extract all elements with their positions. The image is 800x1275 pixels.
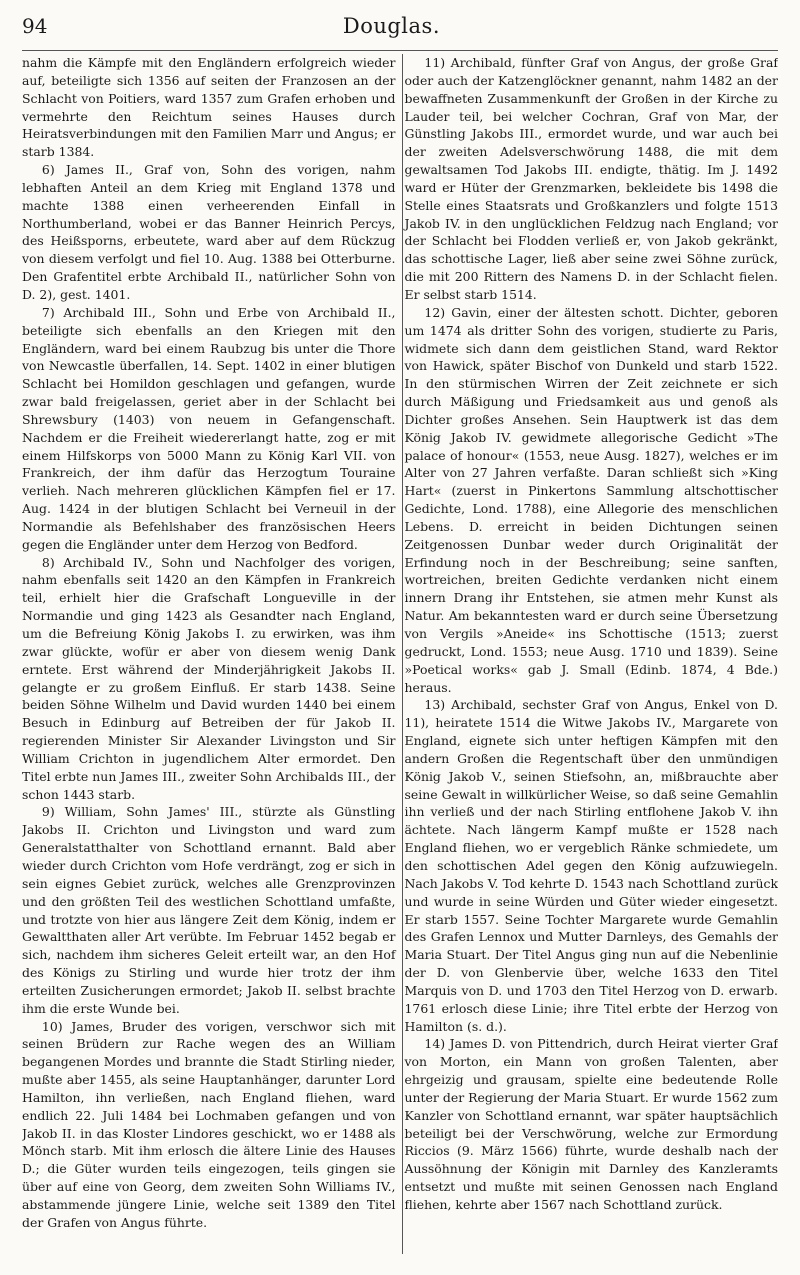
- entry-paragraph: 8) Archibald IV., Sohn und Nachfolger des vorigen, nahm ebenfalls seit 1420 an den Kämpfen in Frankreich teil, erhielt hier die Grafschaft Longueville in der Normandie und ging 1423 als Gesandter nach England, um die Befreiung König Jakobs I. zu erwirken, was ihm zwar glückte, wofür er aber von diesem wenig Dank erntete. Erst während der Minderjährigkeit Jakobs II. gelangte er zu großem Einfluß. Er starb 1438. Seine beiden Söhne Wilhelm und David wurden 1440 bei einem Besuch in Edinburg auf Betreiben der für Jakob II. regierenden Minister Sir Alexander Livingston und Sir William Crichton in jugendlichem Alter ermordet. Den Titel erbte nun James III., zweiter Sohn Archibalds III., der schon 1443 starb.: [22, 554, 396, 802]
- entry-paragraph: 10) James, Bruder des vorigen, verschwor sich mit seinen Brüdern zur Rache wegen des an William begangenen Mordes und brannte die Stadt Stirling nieder, mußte aber 1455, als seine Hauptanhänger, darunter Lord Hamilton, ihn verließen, nach England fliehen, ward endlich 22. Juli 1484 bei Lochmaben gefangen und von Jakob II. in das Kloster Lindores geschickt, wo er 1488 als Mönch starb. Mit ihm erlosch die ältere Linie des Hauses D.; die Güter wurden teils eingezogen, teils gingen sie über auf eine von Georg, dem zweiten Sohn Williams IV., abstammende jüngere Linie, welche seit 1389 den Titel der Grafen von Angus führte.: [22, 1018, 396, 1230]
- entry-paragraph: 9) William, Sohn James' III., stürzte als Günstling Jakobs II. Crichton und Livingston und ward zum Generalstatthalter von Schottland ernannt. Bald aber wieder durch Crichton vom Hofe verdrängt, zog er sich in sein eignes Gebiet zurück, welches alle Grenzprovinzen und den größten Teil des westlichen Schottland umfaßte, und trotzte von hier aus längere Zeit dem König, indem er Gewaltthaten aller Art verübte. Im Februar 1452 begab er sich, nachdem ihm sicheres Geleit erteilt war, an den Hof des Königs zu Stirling und wurde hier trotz der ihm erteilten Zusicherungen ermordet; Jakob II. selbst brachte ihm die erste Wunde bei.: [22, 804, 396, 1016]
- entry-paragraph: 11) Archibald, fünfter Graf von Angus, der große Graf oder auch der Katzenglöckner genannt, nahm 1482 an der bewaffneten Zusammenkunft der Großen in der Kirche zu Lauder teil, bei welcher Cochran, Graf von Mar, der Günstling Jakobs III., ermordet wurde, und war auch bei der zweiten Adelsverschwörung 1488, die mit dem gewaltsamen Tod Jakobs III. endigte, thätig. Im J. 1492 ward er Hüter der Grenzmarken, bekleidete bis 1498 die Stelle eines Staatsrats und Großkanzlers und folgte 1513 Jakob IV. in den unglücklichen Feldzug nach England; vor der Schlacht bei Flodden verließ er, von Jakob gekränkt, das schottische Lager, ließ aber seine zwei Söhne zurück, die mit 200 Rittern des Namens D. in der Schlacht fielen. Er selbst starb 1514.: [404, 55, 778, 302]
- entry-paragraph: 6) James II., Graf von, Sohn des vorigen, nahm lebhaften Anteil an dem Krieg mit England 1378 und machte 1388 einen verheerenden Einfall in Northumberland, wobei er das Banner Heinrich Percys, des Heißsporns, erbeutete, ward aber auf dem Rückzug von diesem verfolgt und fiel 10. Aug. 1388 bei Otterburne. Den Grafentitel erbte Archibald II., natürlicher Sohn von D. 2), gest. 1401.: [22, 162, 396, 302]
- entry-paragraph: 12) Gavin, einer der ältesten schott. Dichter, geboren um 1474 als dritter Sohn des vorigen, studierte zu Paris, widmete sich dann dem geistlichen Stand, ward Rektor von Hawick, später Bischof von Dunkeld und starb 1522. In den stürmischen Wirren der Zeit zeichnete er sich durch Mäßigung und Friedsamkeit aus und genoß als Dichter großes Ansehen. Sein Hauptwerk ist das dem König Jakob IV. gewidmete allegorische Gedicht »The palace of honour« (1553, neue Ausg. 1827), welches er im Alter von 27 Jahren verfaßte. Daran schließt sich »King Hart« (zuerst in Pinkertons Sammlung altschottischer Gedichte, Lond. 1788), eine Allegorie des menschlichen Lebens. D. erreicht in beiden Dichtungen seinen Zeitgenossen Dunbar weder durch Originalität der Erfindung noch in der Beschreibung; seine sanften, wortreichen, breiten Gedichte verdanken nicht einem innern Drang ihr Entstehen, sie atmen mehr Kunst als Natur. Am bekanntesten ward er durch seine Übersetzung von Vergils »Aneide« ins Schottische (1513; zuerst gedruckt, Lond. 1553; neue Ausg. 1710 und 1839). Seine »Poetical works« gab J. Small (Edinb. 1874, 4 Bde.) heraus.: [404, 304, 778, 695]
- entry-paragraph: 14) James D. von Pittendrich, durch Heirat vierter Graf von Morton, ein Mann von großen Talenten, aber ehrgeizig und grausam, spielte eine bedeutende Rolle unter der Regierung der Maria Stuart. Er wurde 1562 zum Kanzler von Schottland ernannt, war später hauptsächlich beteiligt bei der Verschwörung, welche zur Ermordung Riccios (9. März 1566) führte, wurde deshalb nach der Aussöhnung der Königin mit Darnley des Kanzleramts entsetzt und mußte mit seinen Genossen nach England fliehen, kehrte aber 1567 nach Schottland zurück.: [404, 1036, 778, 1212]
- entry-paragraph: 13) Archibald, sechster Graf von Angus, Enkel von D. 11), heiratete 1514 die Witwe Jakobs IV., Margarete von England, eignete sich unter heftigen Kämpfen mit den andern Großen die Regentschaft über den unmündigen König Jakob V., seinen Stiefsohn, an, mißbrauchte aber seine Gewalt in willkürlicher Weise, so daß seine Gemahlin ihn verließ und der nach Stirling entflohene Jakob V. ihn ächtete. Nach längerm Kampf mußte er 1528 nach England fliehen, wo er vergeblich Ränke schmiedete, um den schottischen Adel gegen den König aufzuwiegeln. Nach Jakobs V. Tod kehrte D. 1543 nach Schottland zurück und wurde in seine Würden und Güter wieder eingesetzt. Er starb 1557. Seine Tochter Margarete wurde Gemahlin des Grafen Lennox und Mutter Darnleys, des Gemahls der Maria Stuart. Der Titel Angus ging nun auf die Nebenlinie der D. von Glenbervie über, welche 1633 den Titel Marquis von D. und 1703 den Titel Herzog von D. erwarb. 1761 erlosch diese Linie; ihre Titel erbte der Herzog von Hamilton (s. d.).: [404, 697, 778, 1034]
- right-column: [403, 54, 779, 1254]
- entry-paragraph: 7) Archibald III., Sohn und Erbe von Archibald II., beteiligte sich ebenfalls an den Kriegen mit den Engländern, ward bei einem Raubzug bis unter die Thore von Newcastle überfallen, 14. Sept. 1402 in einer blutigen Schlacht bei Homildon geschlagen und gefangen, wurde zwar bald freigelassen, geriet aber in der Schlacht bei Shrewsbury (1403) von neuem in Gefangenschaft. Nachdem er die Freiheit wiedererlangt hatte, zog er mit einem Hilfskorps von 5000 Mann zu König Karl VII. von Frankreich, der ihm dafür das Herzogtum Touraine verlieh. Nach mehreren glücklichen Kämpfen fiel er 17. Aug. 1424 in der blutigen Schlacht bei Verneuil in der Normandie als Befehlshaber des französischen Heers gegen die Engländer unter dem Herzog von Bedford.: [22, 304, 396, 552]
- left-column: [22, 54, 403, 1254]
- header-rule: [22, 50, 778, 51]
- text-columns: [22, 54, 778, 1254]
- running-head: Douglas.: [342, 14, 440, 38]
- page-number: 94: [22, 14, 48, 38]
- page: [22, 14, 778, 1259]
- page-header: [22, 14, 778, 48]
- paragraph: nahm die Kämpfe mit den Engländern erfolgreich wieder auf, beteiligte sich 1356 auf seiten der Franzosen an der Schlacht von Poitiers, ward 1357 zum Grafen erhoben und vermehrte den Reichtum seines Hauses durch Heiratsverbindungen mit den Familien Marr und Angus; er starb 1384.: [22, 55, 396, 160]
